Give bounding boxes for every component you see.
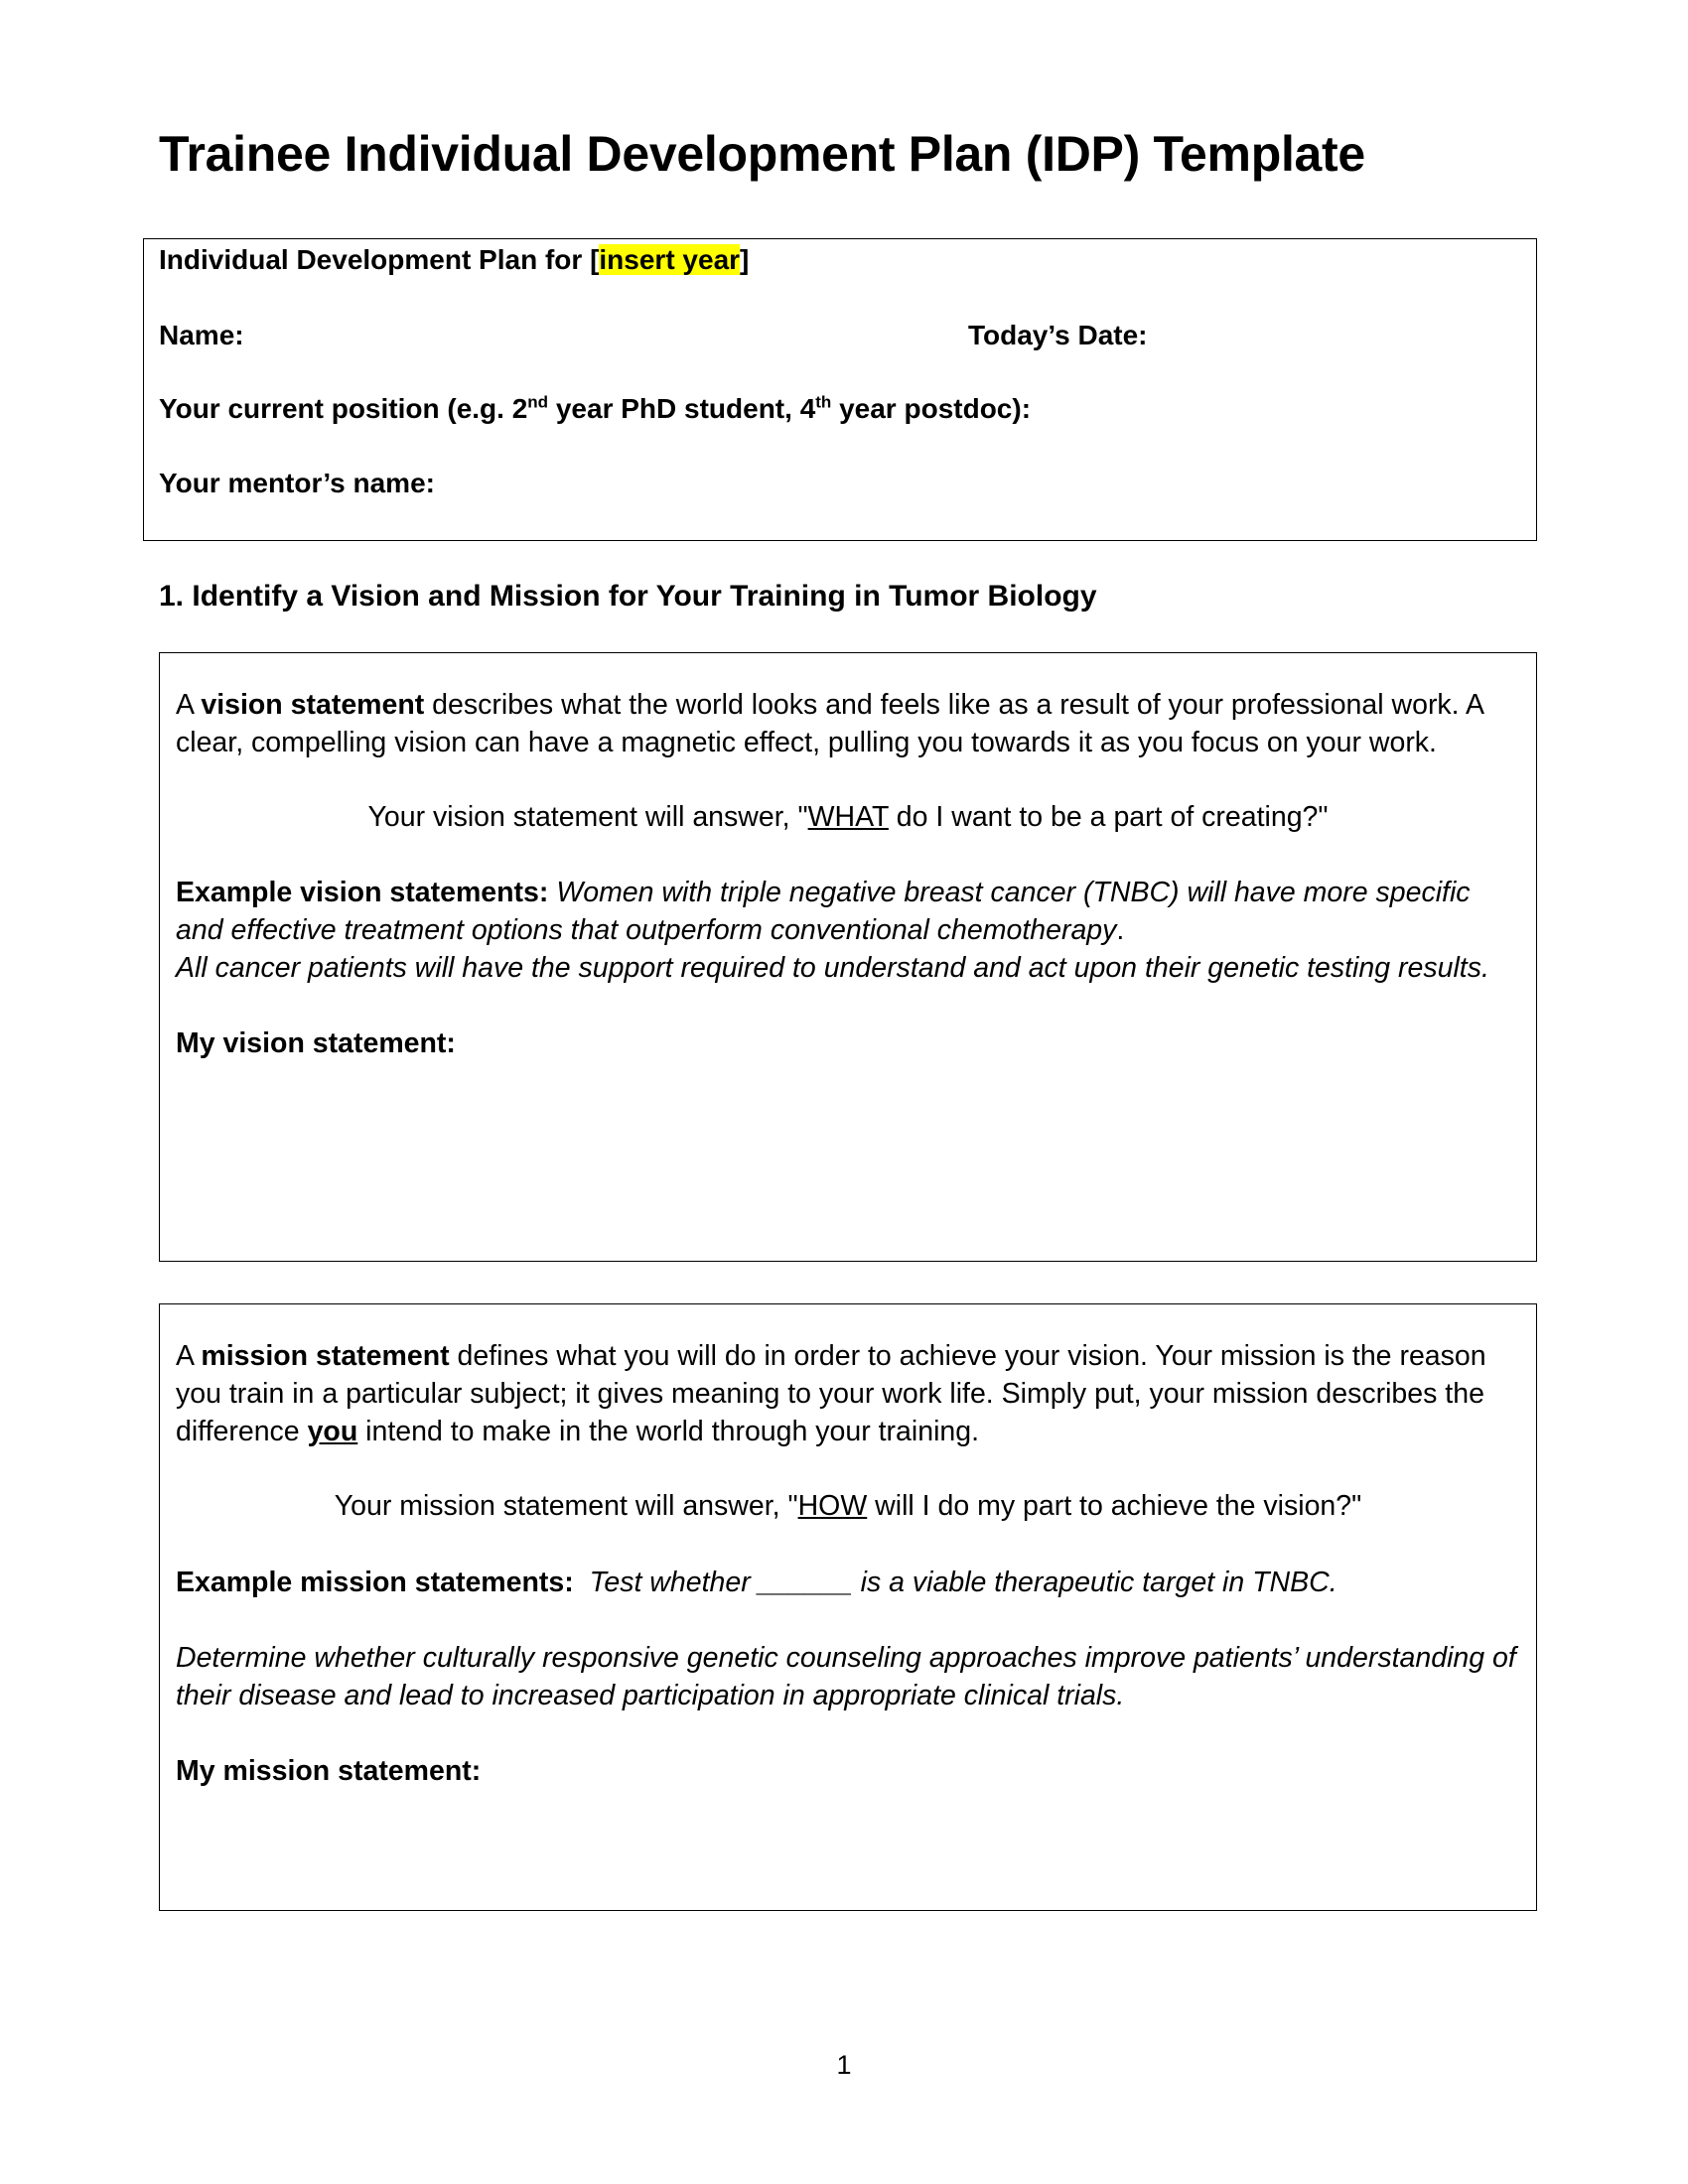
todays-date-label: Today’s Date: (968, 320, 1148, 350)
page-number: 1 (836, 2050, 852, 2080)
mission-example-2: Determine whether culturally responsive genetic counseling approaches improve patients’ understanding of their disease and lead to increased participation in appropriate clinical trials. (176, 1642, 1516, 1711)
vision-term: vision statement (201, 689, 425, 721)
page-title: Trainee Individual Development Plan (IDP) Template (159, 126, 1365, 182)
my-vision-statement-label: My vision statement: (176, 1027, 456, 1059)
you-emphasis: you (307, 1416, 358, 1447)
section-heading-vision-mission: 1. Identify a Vision and Mission for Your Training in Tumor Biology (159, 580, 1097, 613)
current-position-label: Your current position (e.g. 2nd year PhD student, 4th year postdoc): (159, 392, 1032, 424)
superscript-nd: nd (527, 392, 549, 412)
plan-year-line (159, 243, 749, 277)
vision-example-1: Example vision statements: Women with triple negative breast cancer (TNBC) will have more specific and effective treatment options that outperform conventional chemotherapy. (176, 877, 1471, 946)
mission-statement-box (159, 1303, 1537, 1911)
plan-suffix: ] (740, 244, 750, 275)
mission-definition: A mission statement defines what you will do in order to achieve your vision. Your mission is the reason you train in a particular subject; it gives meaning to your work life. Simply put, your mission describes the difference you intend to make in the world through your training. (176, 1340, 1486, 1447)
name-label: Name: (159, 320, 244, 350)
vision-question: Your vision statement will answer, "WHAT do I want to be a part of creating?" (367, 801, 1329, 833)
vision-example-label: Example vision statements: (176, 877, 549, 908)
how-keyword: HOW (797, 1490, 868, 1522)
vision-statement-box (159, 652, 1537, 1262)
superscript-th: th (815, 392, 832, 412)
plan-prefix: Individual Development Plan for [ (159, 244, 600, 275)
what-keyword: WHAT (807, 801, 889, 833)
mission-question: Your mission statement will answer, "HOW will I do my part to achieve the vision?" (334, 1490, 1362, 1522)
mission-term: mission statement (201, 1340, 450, 1372)
my-mission-statement-label: My mission statement: (176, 1755, 482, 1787)
vision-definition: A vision statement describes what the world looks and feels like as a result of your professional work. A clear, compelling vision can have a magnetic effect, pulling you towards it as you focus on your work. (176, 689, 1483, 758)
plan-year-placeholder[interactable]: insert year (599, 244, 741, 275)
trainee-info-box (143, 238, 1537, 541)
vision-example-2: All cancer patients will have the support required to understand and act upon their genetic testing results. (176, 952, 1489, 984)
mission-example-label: Example mission statements: (176, 1567, 574, 1598)
mission-example-1: Example mission statements: Test whether ______ is a viable therapeutic target in TNBC. (176, 1567, 1337, 1598)
mentor-name-label: Your mentor’s name: (159, 468, 435, 498)
